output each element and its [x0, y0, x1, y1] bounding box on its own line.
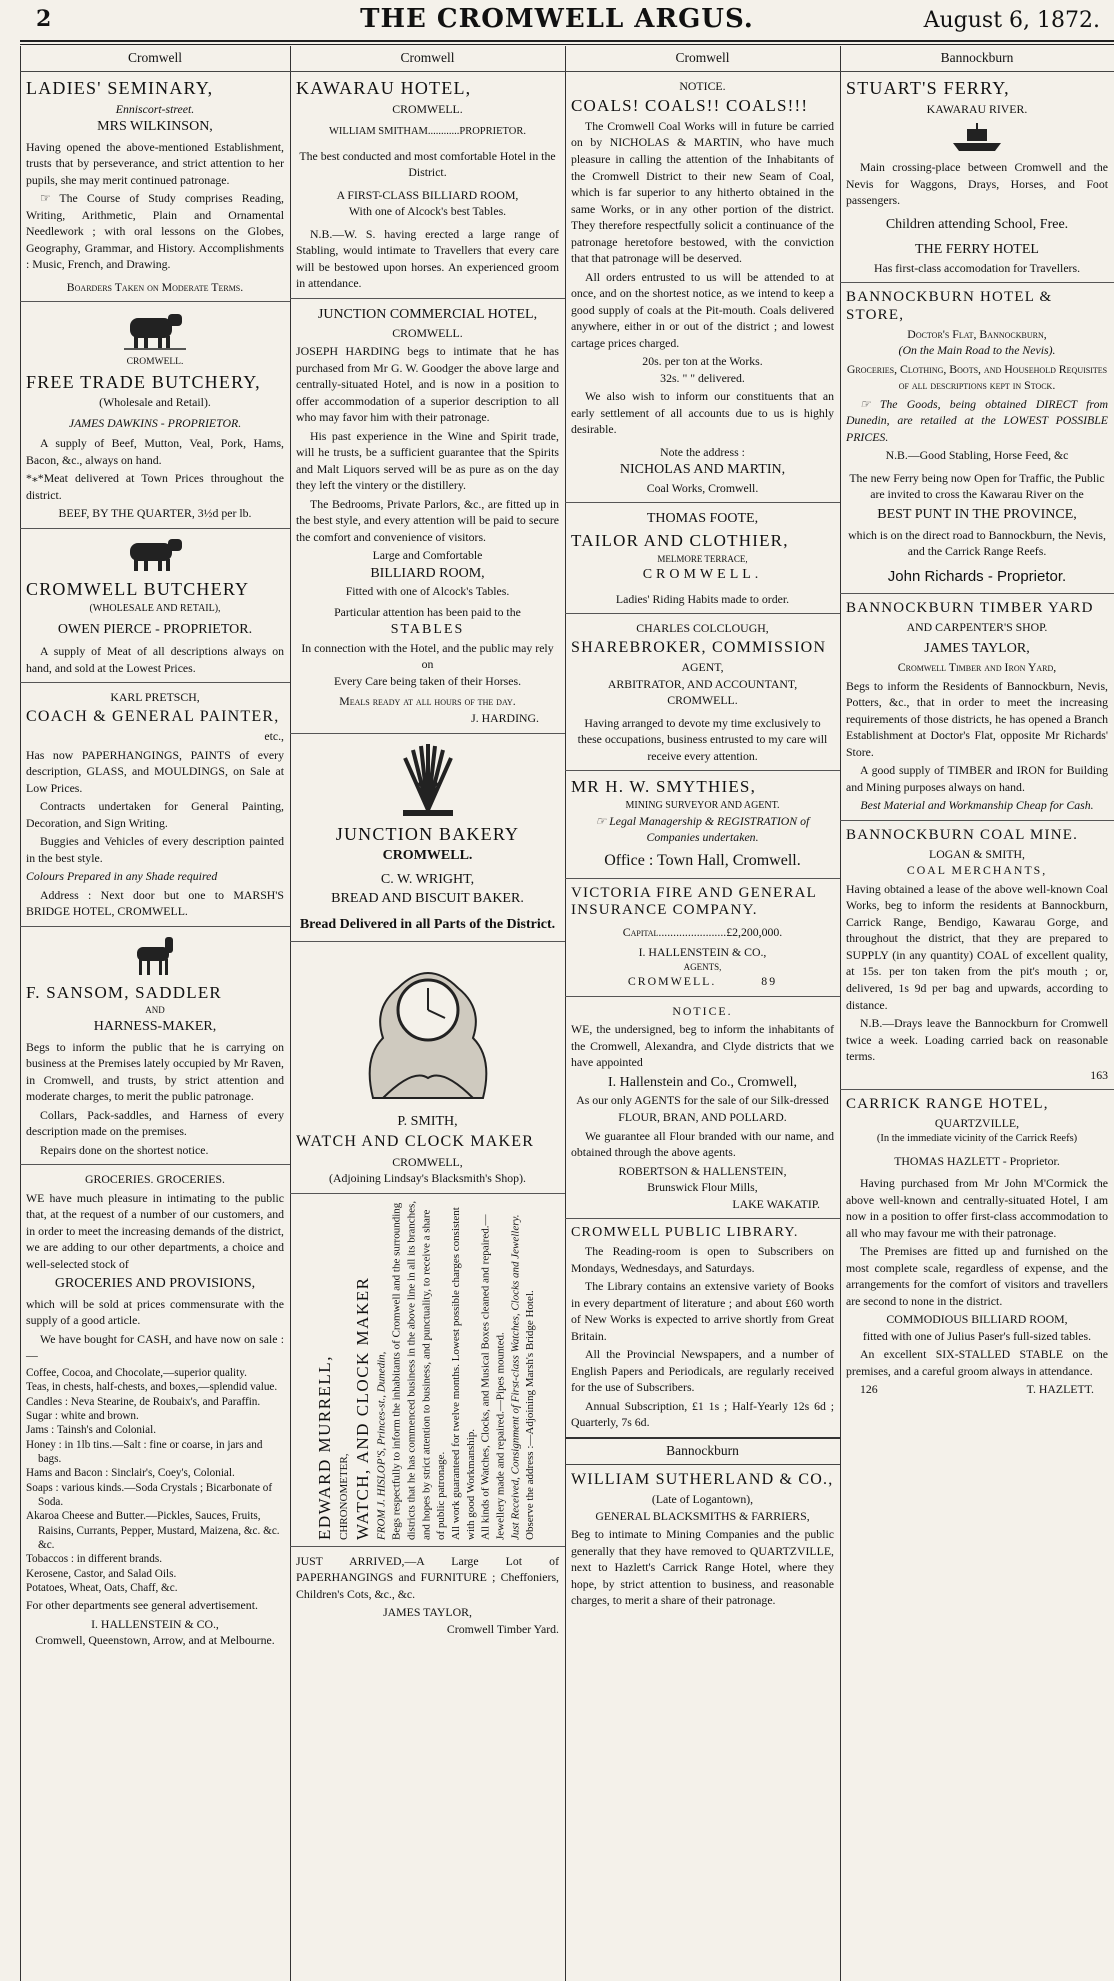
ad-text: Having obtained a lease of the above well-known Coal Works, beg to inform the residents at Bannockburn, Carrick Range, Bendigo, Kawarau Gorge, and throughout the district, that they are prepared to SUPPLY (in any quantity) COAL of excellent quality, at 15s. per ton taken from the pit's mouth ; or, delivered, 1s 9d per bag and upwards, according to distance. [846, 881, 1108, 1012]
ad-proprietor: John Richards - Proprietor. [887, 567, 1067, 585]
ad-title: EDWARD MURRELL, [315, 1354, 334, 1540]
ad-footer-row [846, 1381, 1108, 1398]
ad-smythies [571, 777, 834, 872]
ad-cromwell-butchery [26, 535, 284, 676]
ad-subtitle: BEST PUNT IN THE PROVINCE, [877, 507, 1077, 522]
divider [565, 878, 840, 879]
list-item: Soaps : various kinds.—Soda Crystals ; Bicarbonate of Soda. [26, 1481, 273, 1508]
ad-text: The Bedrooms, Private Parlors, &c., are fitted up in the best style, and every attention will be paid to secure the comfort and convenience of visitors. [296, 496, 559, 544]
ad-number: 126 [860, 1382, 878, 1397]
ad-text: Begs to inform the public that he is carrying on business at the Premises lately occupied by Mr Raven, in Cromwell, and trusts, by strict attention and moderate charges, to merit the public patronage. [26, 1039, 284, 1104]
list-item: Teas, in chests, half-chests, and boxes,—splendid value. [26, 1381, 278, 1394]
ad-edward-murrell-rotated [314, 1200, 538, 1540]
column-3 [565, 46, 840, 1981]
divider [290, 1546, 565, 1547]
ad-text: ☞ The Course of Study comprises Reading, Writing, Arithmetic, Plain and Ornamental Needlework ; with oral lessons on the Globes, Geography, Grammar, and History. Accomplishments : Music, French, and Drawing. [26, 191, 284, 272]
ad-carrick-range-hotel [846, 1096, 1108, 1398]
clock-woodcut-icon [353, 948, 503, 1108]
ad-text: FROM J. HISLOP'S, Princes-st., Dunedin, [375, 1351, 388, 1540]
ad-subtitle: AND CARPENTER'S SHOP. [906, 619, 1048, 634]
ad-title: BANNOCKBURN TIMBER YARD [846, 599, 1094, 616]
page-number: 2 [36, 6, 52, 32]
divider [840, 1089, 1114, 1090]
ad-text: Best Material and Workmanship Cheap for Cash. [860, 798, 1094, 813]
ad-subtitle: (WHOLESALE AND RETAIL), [89, 602, 221, 614]
divider [565, 502, 840, 503]
ad-subtitle: CROMWELL. [392, 101, 463, 116]
ad-title: MR H. W. SMYTHIES, [571, 777, 757, 797]
ad-text: The best conducted and most comfortable Hotel in the District. [299, 148, 556, 180]
list-item: Hams and Bacon : Sinclair's, Coey's, Colonial. [26, 1467, 235, 1480]
ad-text: In connection with the Hotel, and the public may rely on [301, 640, 554, 672]
ad-flour-notice [571, 1003, 834, 1212]
ad-groceries [26, 1171, 284, 1649]
ad-text: ☞ The Goods, being obtained DIRECT from Dunedin, are retailed at the LOWEST POSSIBLE PRICES. [846, 396, 1108, 444]
ad-title: KAWARAU HOTEL, [296, 77, 472, 98]
ad-text: Begs respectfully to inform the inhabitants of Cromwell and the surrounding districts that he has commenced business in the above line in all its branches, and hopes by strict attention to business, and punctuality, to receive a share of public patronage. [390, 1200, 448, 1540]
column-header: Cromwell [565, 46, 840, 72]
ad-price: 32s. " " delivered. [660, 370, 745, 385]
grocery-list [26, 1366, 284, 1595]
ad-subtitle: A FIRST-CLASS BILLIARD ROOM, [336, 187, 519, 202]
ad-places: Cromwell, Queenstown, Arrow, and at Melbourne. [35, 1633, 275, 1648]
ad-text: N.B.—Drays leave the Bannockburn for Cromwell twice a week. Loading carried back on reasonable terms. [846, 1016, 1108, 1064]
ad-title: WILLIAM SUTHERLAND & CO., [571, 1470, 834, 1488]
ad-kawarau-hotel [296, 78, 559, 292]
ad-sansom-saddler [26, 933, 284, 1158]
ad-text: Having purchased from Mr John M'Cormick the above well-known and centrally-situated Hotel, I am now in a position to offer first-class accommodation to all who may favour me with their patronage. [846, 1176, 1108, 1240]
ad-text: Children attending School, Free. [885, 216, 1069, 232]
ad-number: 163 [1090, 1067, 1108, 1082]
ad-subtitle: BILLIARD ROOM, [370, 565, 485, 581]
ad-text: A supply of Beef, Mutton, Veal, Pork, Hams, Bacon, &c., always on hand. [26, 436, 284, 467]
ad-subtitle: CHRONOMETER, [337, 1453, 350, 1540]
ad-trade: COAL MERCHANTS, [906, 863, 1048, 878]
ad-subtitle: CROMWELL, [392, 1154, 463, 1169]
ad-junction-bakery [296, 740, 559, 935]
ad-text: We have bought for CASH, and have now on sale :— [26, 1331, 284, 1363]
ad-title: GROCERIES. GROCERIES. [85, 1172, 225, 1187]
list-item: Honey : in 1lb tins.—Salt : fine or coarse, in jars and bags. [26, 1438, 263, 1465]
column-2 [290, 46, 565, 1981]
ad-proprietor: THOMAS HAZLETT - Proprietor. [894, 1153, 1060, 1168]
ad-name: JAMES TAYLOR, [383, 1605, 472, 1620]
divider [565, 613, 840, 614]
list-item: Tobaccos : in different brands. [26, 1553, 163, 1566]
divider [840, 282, 1114, 283]
ad-name: CHARLES COLCLOUGH, [636, 621, 769, 636]
issue-date: August 6, 1872. [923, 8, 1100, 33]
ad-subtitle: Doctor's Flat, Bannockburn, [907, 326, 1047, 341]
ad-text: Collars, Pack-saddles, and Harness of every description made on the premises. [26, 1107, 284, 1139]
ad-place: Brunswick Flour Mills, [647, 1180, 758, 1195]
list-item: Jams : Tainsh's and Colonial. [26, 1424, 156, 1437]
divider [565, 1218, 840, 1219]
ad-title: COACH & GENERAL PAINTER, [26, 707, 280, 725]
ad-firm: I. HALLENSTEIN & CO., [91, 1616, 219, 1631]
ad-subtitle: CROMWELL. [392, 325, 463, 340]
ad-place: Coal Works, Cromwell. [646, 480, 759, 495]
ad-title: TAILOR AND CLOTHIER, [571, 530, 789, 550]
ad-title: BANNOCKBURN HOTEL & STORE, [846, 289, 1053, 323]
newspaper-title: THE CROMWELL ARGUS. [360, 4, 754, 34]
ad-proprietor: OWEN PIERCE - PROPRIETOR. [57, 621, 253, 637]
divider [20, 682, 290, 683]
ad-ladies-seminary [26, 78, 284, 295]
ad-text: The Reading-room is open to Subscribers on Mondays, Wednesdays, and Saturdays. [571, 1244, 834, 1275]
woodcut-caption: CROMWELL. [126, 357, 184, 368]
ad-text: Begs to inform the Residents of Bannockburn, Nevis, Potters, &c., that in order to meet the increasing requirements of those districts, he has opened a Branch Establishment at Doctor's Flat, opposite Mr Richards' Store. [846, 678, 1108, 759]
ad-signature: J. HARDING. [471, 711, 539, 725]
ad-signature: T. HAZLETT. [1026, 1382, 1094, 1397]
ad-subtitle: AGENTS, [683, 961, 722, 972]
ad-text: N.B.—W. S. having erected a large range of Stabling, would intimate to Travellers that every care will be bestowed upon horses. An experienced groom in attendance. [296, 226, 559, 291]
ad-text: Having arranged to devote my time exclusively to these occupations, business entrusted to my care will receive every attention. [577, 715, 828, 763]
column-header: Bannockburn [840, 46, 1114, 72]
ferry-boat-icon [949, 121, 1005, 155]
ad-text: We also wish to inform our constituents that an early settlement of all accounts due to us is highly desirable. [571, 389, 834, 437]
ad-text: Contracts undertaken for General Painting, Decoration, and Sign Writing. [26, 799, 284, 830]
ad-firm: I. Hallenstein and Co., Cromwell, [608, 1074, 797, 1090]
ad-charles-colclough [571, 620, 834, 764]
ad-title: FREE TRADE BUTCHERY, [26, 371, 261, 392]
ad-karl-pretsch [26, 689, 284, 920]
ad-subtitle: MELMORE TERRACE, [657, 553, 748, 564]
ad-text: Repairs done on the shortest notice. [40, 1142, 209, 1157]
ad-text: A supply of Meat of all descriptions always on hand, and sold at the Lowest Prices. [26, 644, 284, 675]
ad-trade: BREAD AND BISCUIT BAKER. [331, 891, 524, 907]
ad-free-trade-butchery [26, 308, 284, 522]
divider [20, 1164, 290, 1165]
list-item: Candles : Neva Stearine, de Roubaix's, and Paraffin. [26, 1395, 261, 1408]
ad-subtitle: KAWARAU RIVER. [926, 101, 1028, 116]
ad-text: The Cromwell Coal Works will in future be carried on by NICHOLAS & MARTIN, who have much pleasure in calling the attention of the Inhabitants of the Cromwell District to their new Seam of Coal, which is far superior to any hitherto obtained in the same Works, or in any other portion of the district. They therefore respectfully solicit a continuance of the patronage heretofore bestowed, with the conviction that that patronage will be deserved. [571, 118, 834, 266]
ad-text: Address : Next door but one to MARSH'S BRIDGE HOTEL, CROMWELL. [26, 887, 284, 919]
divider [290, 733, 565, 734]
ad-signature: ROBERTSON & HALLENSTEIN, [618, 1163, 787, 1178]
ad-title: CROMWELL BUTCHERY [26, 578, 250, 599]
ad-text: All work guaranteed for twelve months. Lowest possible charges consistent with good Workmanship. [449, 1206, 477, 1540]
horse-woodcut-icon [125, 933, 185, 979]
ad-text: WE have much pleasure in intimating to the public that, at the request of a number of our customers, and in order to meet the increasing demands of the district, we are adding to our other departments, a choice and well-selected stock of [26, 1190, 284, 1271]
ad-timber-yard [846, 600, 1108, 814]
ad-text: Fitted with one of Alcock's Tables. [345, 584, 510, 599]
divider [840, 593, 1114, 594]
ad-title: VICTORIA FIRE AND GENERAL INSURANCE COMPANY. [571, 885, 817, 919]
ad-title: JUNCTION BAKERY [335, 823, 520, 844]
ad-stuarts-ferry [846, 78, 1108, 276]
ad-notice: NOTICE. [672, 1003, 733, 1018]
ad-bannockburn-store [846, 289, 1108, 586]
ad-subtitle: WATCH, AND CLOCK MAKER [352, 1276, 372, 1540]
ad-text: Bread Delivered in all Parts of the District. [299, 916, 556, 932]
ad-office: Office : Town Hall, Cromwell. [604, 851, 801, 869]
ad-title: CARRICK RANGE HOTEL, [846, 1096, 1049, 1113]
ad-text: The new Ferry being now Open for Traffic, the Public are invited to cross the Kawarau River on the [849, 470, 1105, 502]
ad-text: Buggies and Vehicles of every description painted in the best style. [26, 834, 284, 865]
divider [290, 1193, 565, 1194]
ad-text: Groceries, Clothing, Boots, and Household Requisites of all descriptions kept in Stock. [846, 361, 1108, 393]
ad-text: The Library contains an extensive variety of Books in every department of literature ; and about £60 worth of New Works is expected to arrive shortly from Great Britain. [571, 1279, 834, 1343]
column-header: Cromwell [290, 46, 565, 72]
ad-title: STUART'S FERRY, [846, 77, 1010, 98]
divider [565, 996, 840, 997]
ad-text: With one of Alcock's best Tables. [348, 204, 507, 219]
ad-william-sutherland [571, 1471, 834, 1609]
ad-name: MRS WILKINSON, [97, 119, 213, 135]
section-header: Bannockburn [565, 1437, 840, 1465]
ad-text: Main crossing-place between Cromwell and the Nevis for Waggons, Drays, Horses, and Foot passengers. [846, 160, 1108, 208]
ad-text: Beg to intimate to Mining Companies and the public generally that they have removed to QUARTZVILLE, next to Hazlett's Carrick Range Hotel, where they hope, by strict attention to business, and reasonable charges, to merit a share of their patronage. [571, 1527, 834, 1608]
ad-price: 20s. per ton at the Works. [642, 354, 763, 369]
ad-notice: NOTICE. [679, 78, 726, 93]
list-item: Kerosene, Castor, and Salad Oils. [26, 1567, 177, 1580]
ad-name: C. W. WRIGHT, [380, 871, 475, 887]
ad-text: An excellent SIX-STALLED STABLE on the premises, and a careful groom always in attendance. [846, 1347, 1108, 1378]
ad-text: Has first-class accomodation for Travellers. [873, 260, 1081, 275]
column-4 [840, 46, 1114, 1981]
ad-text: Just Received, Consignment of First-class Watches, Clocks and Jewellery. [509, 1214, 522, 1540]
ad-title-2: HARNESS-MAKER, [93, 1018, 217, 1034]
ad-text: N.B.—Good Stabling, Horse Feed, &c [885, 448, 1069, 463]
ad-text: Every Care being taken of their Horses. [333, 673, 522, 688]
ad-subtitle: QUARTZVILLE, [934, 1116, 1020, 1131]
wheat-sheaf-icon [383, 740, 473, 820]
ad-town: CROMWELL. [642, 567, 763, 583]
ad-name: THOMAS FOOTE, [646, 511, 759, 527]
ad-coal-mine [846, 827, 1108, 1083]
column-1 [20, 46, 290, 1981]
ad-text: His past experience in the Wine and Spirit trade, will he trusts, be a sufficient guarantee that the Spirits and Malt Liquors served will be as pure as on the day they left the vintery or the distillery. [296, 428, 559, 493]
ad-text: Meals ready at all hours of the day. [339, 694, 516, 709]
ad-firm: I. HALLENSTEIN & CO., [638, 945, 767, 960]
ad-subtitle: STABLES [390, 622, 465, 638]
ad-subtitle: FLOUR, BRAN, AND POLLARD. [618, 1110, 787, 1124]
ad-text: Has now PAPERHANGINGS, PAINTS of every description, GLASS, and MOULDINGS, on Sale at Low Prices. [26, 747, 284, 795]
ad-text: *⁎*Meat delivered at Town Prices throughout the district. [26, 471, 284, 502]
ad-subtitle: ARBITRATOR, AND ACCOUNTANT, [607, 676, 798, 691]
ad-title: COALS! COALS!! COALS!!! [571, 96, 809, 116]
ad-text: All the Provincial Newspapers, and a number of English Papers and Periodicals, are regularly received for the use of Subscribers. [571, 1347, 834, 1395]
ad-title: LADIES' SEMINARY, [26, 77, 214, 98]
ad-price: BEEF, BY THE QUARTER, 3½d per lb. [58, 506, 252, 521]
ad-victoria-insurance [571, 885, 834, 990]
divider [20, 926, 290, 927]
divider [20, 528, 290, 529]
divider [565, 770, 840, 771]
ad-subtitle: (On the Main Road to the Nevis). [898, 343, 1056, 358]
ad-trade: GENERAL BLACKSMITHS & FARRIERS, [595, 1508, 810, 1523]
ad-subtitle: CROMWELL. [382, 848, 473, 864]
ad-subtitle: THE FERRY HOTEL [915, 242, 1039, 258]
ad-subtitle: COMMODIOUS BILLIARD ROOM, [886, 1312, 1068, 1327]
ad-subtitle: GROCERIES AND PROVISIONS, [54, 1276, 256, 1292]
ad-name: KARL PRETSCH, [110, 690, 200, 705]
divider [840, 820, 1114, 821]
ad-text: Particular attention has been paid to the [334, 604, 521, 619]
ad-town: CROMWELL. [667, 693, 738, 708]
ad-proprietor: WILLIAM SMITHAM............PROPRIETOR. [329, 126, 526, 138]
ad-text: which will be sold at prices commensurate with the supply of a good article. [26, 1296, 284, 1328]
ad-text: For other departments see general advertisement. [26, 1598, 258, 1613]
ad-text: Annual Subscription, £1 1s ; Half-Yearly 12s 6d ; Quarterly, 7s 6d. [571, 1398, 834, 1430]
ad-subtitle: etc., [264, 729, 284, 744]
ad-text: Ladies' Riding Habits made to order. [615, 591, 790, 606]
ad-title: WATCH AND CLOCK MAKER [296, 1133, 535, 1151]
ad-text: WE, the undersigned, beg to inform the inhabitants of the Cromwell, Alexandra, and Clyde districts that we have appointed [571, 1022, 834, 1070]
ad-title: SHAREBROKER, COMMISSION [571, 638, 827, 656]
divider [20, 301, 290, 302]
ad-title: F. SANSOM, SADDLER [26, 982, 222, 1002]
list-item: Coffee, Cocoa, and Chocolate,—superior quality. [26, 1366, 247, 1379]
ad-text: Observe the address :—Adjoining Marsh's Bridge Hotel. [524, 1289, 537, 1540]
ad-firm: LOGAN & SMITH, [928, 846, 1025, 861]
ad-text: JOSEPH HARDING begs to intimate that he has purchased from Mr G. W. Goodger the above large and centrally-situated Hotel, and is now in a position to offer accommodation of a superior description to all who may favor him with their patronage. [296, 344, 559, 425]
ad-text: All orders entrusted to us will be attended to at once, and on the shortest notice, as we intend to keep a good supply of coals at the Pit-mouth. Coals delivered anywhere, either in or out of the district ; and lowest cartage prices charged. [571, 269, 834, 350]
list-item: Sugar : white and brown. [26, 1409, 139, 1422]
ad-just-arrived [296, 1553, 559, 1638]
ad-text: which is on the direct road to Bannockburn, the Nevis, and the Carrick Range Reefs. [848, 527, 1106, 559]
list-item: Potatoes, Wheat, Oats, Chaff, &c. [26, 1581, 178, 1594]
ad-text: Colours Prepared in any Shade required [26, 869, 218, 884]
ad-text: Large and Comfortable [372, 548, 483, 563]
ad-title: JUNCTION COMMERCIAL HOTEL, [317, 306, 538, 322]
ad-coals [571, 78, 834, 496]
ad-text: A good supply of TIMBER and IRON for Building and Mining purposes always on hand. [846, 763, 1108, 794]
ad-p-smith-watchmaker [296, 948, 559, 1187]
ad-proprietor: JAMES DAWKINS - PROPRIETOR. [68, 415, 242, 430]
ad-text: All kinds of Watches, Clocks, and Musical Boxes cleaned and repaired.—Jewellery made and repaired.—Pipes mounted. [479, 1214, 507, 1540]
ad-subtitle: MINING SURVEYOR AND AGENT. [625, 799, 780, 811]
divider [290, 941, 565, 942]
ad-subtitle: (Wholesale and Retail). [99, 395, 211, 410]
ad-title: BANNOCKBURN COAL MINE. [846, 826, 1079, 843]
ad-junction-hotel [296, 305, 559, 727]
ad-subtitle: (Late of Logantown), [651, 1492, 754, 1507]
ad-thomas-foote [571, 509, 834, 607]
ad-capital: Capital.......................£2,200,000. [622, 924, 783, 939]
column-header: Cromwell [20, 46, 290, 72]
ad-text: As our only AGENTS for the sale of our Silk-dressed [576, 1093, 829, 1108]
masthead-rule [20, 40, 1114, 42]
ad-subtitle: Cromwell Timber and Iron Yard, [897, 659, 1057, 674]
ad-town-row [571, 973, 834, 990]
ad-text: The Premises are fitted up and furnished on the most complete scale, regardless of expense, and the arrangements for the comfort of visitors and travellers are second to none in the district. [846, 1244, 1108, 1308]
ad-text: Note the address : [660, 444, 745, 459]
ad-text: ☞ Legal Managership & REGISTRATION of Companies undertaken. [595, 813, 810, 845]
ad-subtitle: AGENT, [681, 660, 724, 675]
ad-address: (Adjoining Lindsay's Blacksmith's Shop). [329, 1171, 526, 1186]
cow-woodcut-icon [120, 308, 190, 352]
ad-public-library [571, 1225, 834, 1431]
ad-subtitle: AND [145, 1005, 165, 1016]
masthead-rule-2 [20, 44, 1114, 45]
ad-text: We guarantee all Flour branded with our name, and obtained through the above agents. [571, 1128, 834, 1160]
ad-place: LAKE WAKATIP. [732, 1196, 820, 1211]
ad-firm: NICHOLAS AND MARTIN, [619, 462, 786, 478]
ad-subtitle: Enniscort-street. [115, 101, 195, 116]
list-item: Akaroa Cheese and Butter.—Pickles, Sauces, Fruits, Raisins, Currants, Pepper, Mustard, Maizena, &c. &c. &c. [26, 1510, 280, 1551]
ad-subtitle: (In the immediate vicinity of the Carrick Reefs) [876, 1132, 1078, 1144]
ad-name: JAMES TAYLOR, [924, 641, 1030, 657]
ad-text: fitted with one of Julius Paser's full-sized tables. [862, 1328, 1092, 1343]
ad-name: P. SMITH, [397, 1113, 458, 1129]
ad-number: 89 [761, 974, 778, 989]
divider [290, 298, 565, 299]
masthead [0, 0, 1114, 44]
ad-note: Boarders Taken on Moderate Terms. [66, 279, 244, 294]
ad-town: CROMWELL. [627, 974, 717, 989]
ad-title: CROMWELL PUBLIC LIBRARY. [571, 1225, 799, 1241]
ad-text: Having opened the above-mentioned Establishment, trusts that by perseverance, and strict attention to her pupils, she may merit continued patronage. [26, 139, 284, 187]
ad-text: JUST ARRIVED,—A Large Lot of PAPERHANGINGS and FURNITURE ; Cheffoniers, Children's Cots, &c., &c. [296, 1553, 559, 1601]
ad-place: Cromwell Timber Yard. [446, 1621, 559, 1636]
cow-woodcut-icon [120, 535, 190, 575]
